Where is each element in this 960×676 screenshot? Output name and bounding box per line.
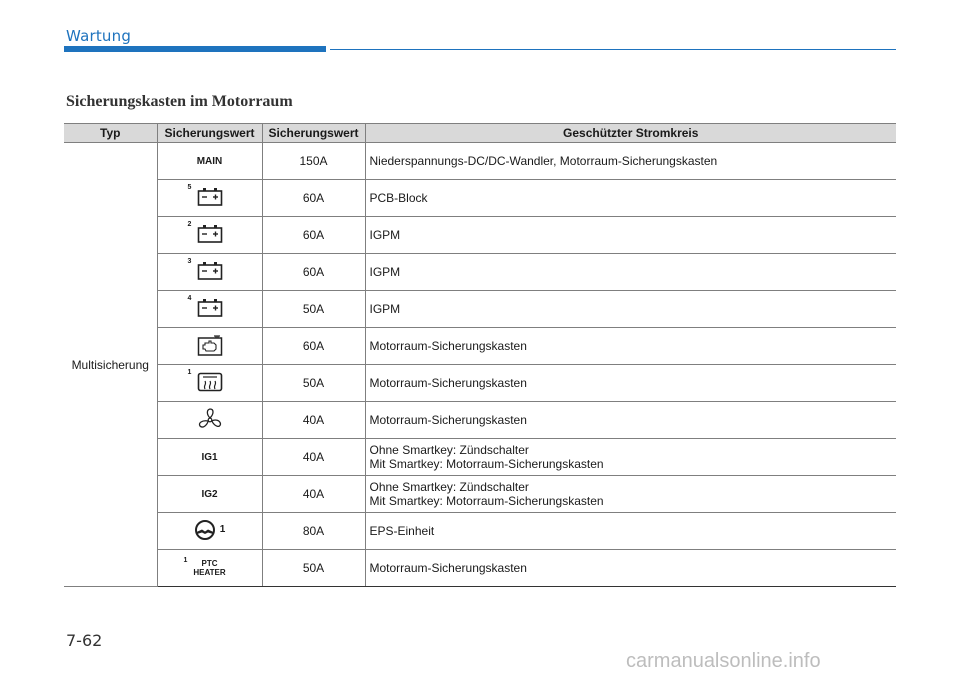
symbol-number: 3 <box>187 257 192 265</box>
circuit-cell: Niederspannungs-DC/DC-Wandler, Motorraum-Sicherungskasten <box>365 143 896 180</box>
fan-icon <box>197 407 223 433</box>
symbol-number: 5 <box>187 183 192 191</box>
symbol-number: 4 <box>187 294 192 302</box>
battery-icon <box>197 298 223 318</box>
rating-cell: 60A <box>262 328 365 365</box>
section-header-label: Wartung <box>66 27 132 45</box>
battery-icon <box>197 224 223 244</box>
symbol-number: 2 <box>187 220 192 228</box>
table-row <box>64 365 896 402</box>
engine-icon <box>197 335 223 357</box>
steering-icon <box>194 519 216 541</box>
main-label: MAIN <box>196 156 223 167</box>
circuit-cell: Motorraum-Sicherungskasten <box>365 328 896 365</box>
symbol-cell <box>157 439 262 476</box>
symbol-number: 1 <box>183 556 188 564</box>
header-rule-thin <box>330 49 896 50</box>
table-row <box>64 328 896 365</box>
symbol-cell <box>157 365 262 402</box>
table-row <box>64 439 896 476</box>
symbol-cell <box>157 291 262 328</box>
symbol-cell <box>157 328 262 365</box>
symbol-number: 1 <box>187 368 192 376</box>
circuit-cell <box>365 439 896 476</box>
table-row <box>64 550 896 587</box>
rating-cell: 40A <box>262 439 365 476</box>
rating-cell: 60A <box>262 217 365 254</box>
rating-cell: 50A <box>262 365 365 402</box>
table-row <box>64 217 896 254</box>
circuit-cell <box>365 476 896 513</box>
rating-cell: 150A <box>262 143 365 180</box>
ptc-heater-label <box>183 556 230 577</box>
circuit-cell: IGPM <box>365 291 896 328</box>
circuit-line: Mit Smartkey: Motorraum-Sicherungskasten <box>369 457 604 471</box>
ig1-label: IG1 <box>201 452 218 463</box>
page-number: 7-62 <box>66 631 103 650</box>
circuit-cell: Motorraum-Sicherungskasten <box>365 550 896 587</box>
type-cell: Multisicherung <box>64 143 157 587</box>
rating-cell: 80A <box>262 513 365 550</box>
page-title: Sicherungskasten im Motorraum <box>66 93 293 110</box>
symbol-cell <box>157 402 262 439</box>
table-row <box>64 513 896 550</box>
column-header-type: Typ <box>64 124 157 143</box>
circuit-cell: IGPM <box>365 217 896 254</box>
table-header-row <box>64 124 896 143</box>
circuit-line: Ohne Smartkey: Zündschalter <box>369 443 529 457</box>
fuse-table <box>64 123 896 587</box>
table-row <box>64 180 896 217</box>
circuit-line: Ohne Smartkey: Zündschalter <box>369 480 529 494</box>
battery-icon <box>197 261 223 281</box>
column-header-circuit: Geschützter Stromkreis <box>365 124 896 143</box>
symbol-cell <box>157 550 262 587</box>
table-row <box>64 402 896 439</box>
watermark: carmanualsonline.info <box>626 650 821 672</box>
symbol-cell <box>157 254 262 291</box>
circuit-cell: IGPM <box>365 254 896 291</box>
table-row <box>64 476 896 513</box>
column-header-symbol: Sicherungswert <box>157 124 262 143</box>
symbol-cell <box>157 143 262 180</box>
rating-cell: 50A <box>262 550 365 587</box>
circuit-cell: PCB-Block <box>365 180 896 217</box>
circuit-cell: EPS-Einheit <box>365 513 896 550</box>
symbol-cell <box>157 217 262 254</box>
rating-cell: 60A <box>262 180 365 217</box>
rating-cell: 40A <box>262 476 365 513</box>
header-rule-thick <box>64 46 326 52</box>
table-row <box>64 143 896 180</box>
rating-cell: 50A <box>262 291 365 328</box>
rear-defrost-icon <box>197 372 223 392</box>
circuit-line: Mit Smartkey: Motorraum-Sicherungskasten <box>369 494 604 508</box>
rating-cell: 60A <box>262 254 365 291</box>
ptc-heater-text: PTC HEATER <box>193 558 226 577</box>
table-row <box>64 254 896 291</box>
rating-cell: 40A <box>262 402 365 439</box>
ig2-label: IG2 <box>201 489 218 500</box>
symbol-number: 1 <box>219 523 226 535</box>
symbol-cell <box>157 513 262 550</box>
symbol-cell <box>157 476 262 513</box>
circuit-cell: Motorraum-Sicherungskasten <box>365 402 896 439</box>
table-row <box>64 291 896 328</box>
symbol-cell <box>157 180 262 217</box>
battery-icon <box>197 187 223 207</box>
column-header-rating: Sicherungswert <box>262 124 365 143</box>
circuit-cell: Motorraum-Sicherungskasten <box>365 365 896 402</box>
